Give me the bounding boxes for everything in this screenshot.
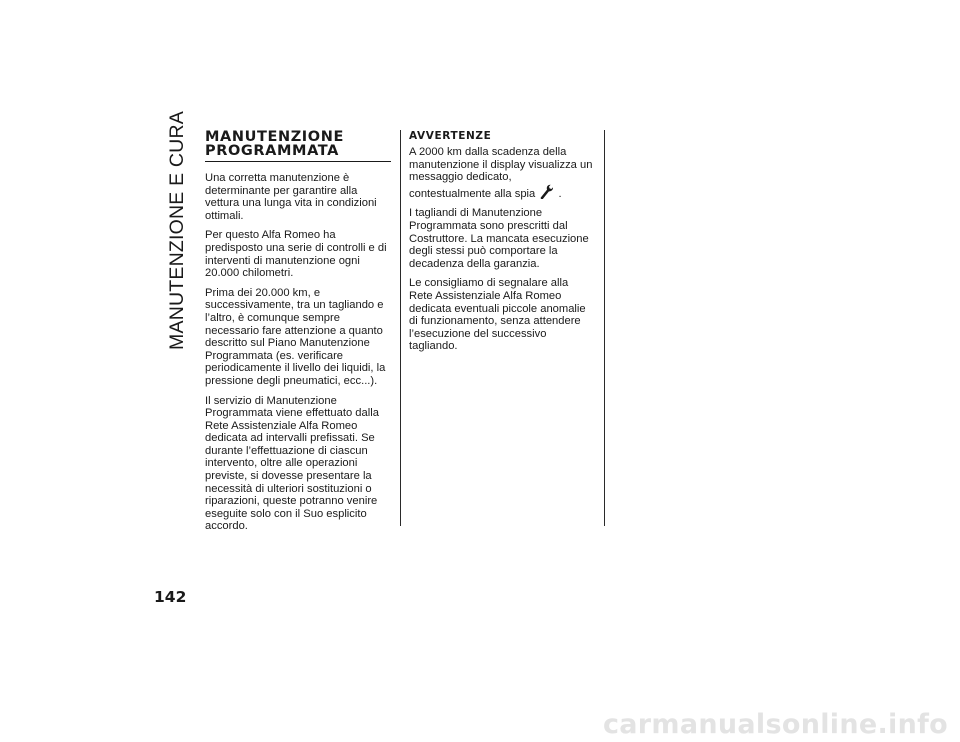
paragraph-text-end: . <box>558 187 562 200</box>
page-number: 142 <box>154 588 187 606</box>
paragraph: I tagliandi di Manutenzione Programmata sono prescritti dal Costruttore. La mancata esecuzione degli stessi può comportare la decadenza della garanzia. <box>409 207 589 270</box>
left-column <box>205 130 393 540</box>
paragraph: Prima dei 20.000 km, e successivamente, tra un tagliando e l’altro, è comunque sempre necessario fare attenzione a quanto descritto sul Piano Manutenzione Programmata (es. verificare periodicamente il livello dei liquidi, la pressione degli pneumatici, ecc...). <box>205 286 386 387</box>
right-column <box>409 130 594 360</box>
section-side-title <box>163 111 191 350</box>
wrench-icon <box>540 184 553 199</box>
paragraph: Le consigliamo di segnalare alla Rete Assistenziale Alfa Romeo dedicata eventuali piccole anomalie di funzionamento, senza attendere l’esecuzione del successivo tagliando. <box>409 277 586 353</box>
paragraph-with-icon <box>409 146 594 200</box>
column-divider <box>604 130 605 526</box>
section-heading-line2: PROGRAMMATA <box>205 143 339 159</box>
paragraph: Il servizio di Manutenzione Programmata viene effettuato dalla Rete Assistenziale Alfa Romeo dedicata ad intervalli prefissati. Se durante l’effettuazione di ciascun intervento, oltre alle operazioni previste, si dovesse presentare la necessità di ulteriori sostituzioni o riparazioni, queste potranno venire eseguite solo con il Suo esplicito accordo. <box>205 394 379 533</box>
paragraph: Una corretta manutenzione è determinante per garantire alla vettura una lunga vita in condizioni ottimali. <box>205 172 377 222</box>
section-heading-line1: MANUTENZIONE <box>205 129 344 145</box>
section-heading <box>205 130 391 162</box>
section-side-title-text: MANUTENZIONE E CURA <box>165 111 188 350</box>
paragraph-text: A 2000 km dalla scadenza della manutenzione il display visualizza un messaggio dedicato, contestualmente alla spia <box>409 146 593 200</box>
watermark: carmanualsonline.info <box>602 709 948 740</box>
paragraph: Per questo Alfa Romeo ha predisposto una serie di controlli e di interventi di manutenzione ogni 20.000 chilometri. <box>205 229 387 280</box>
warnings-heading: AVVERTENZE <box>409 130 492 142</box>
column-divider <box>400 130 401 526</box>
